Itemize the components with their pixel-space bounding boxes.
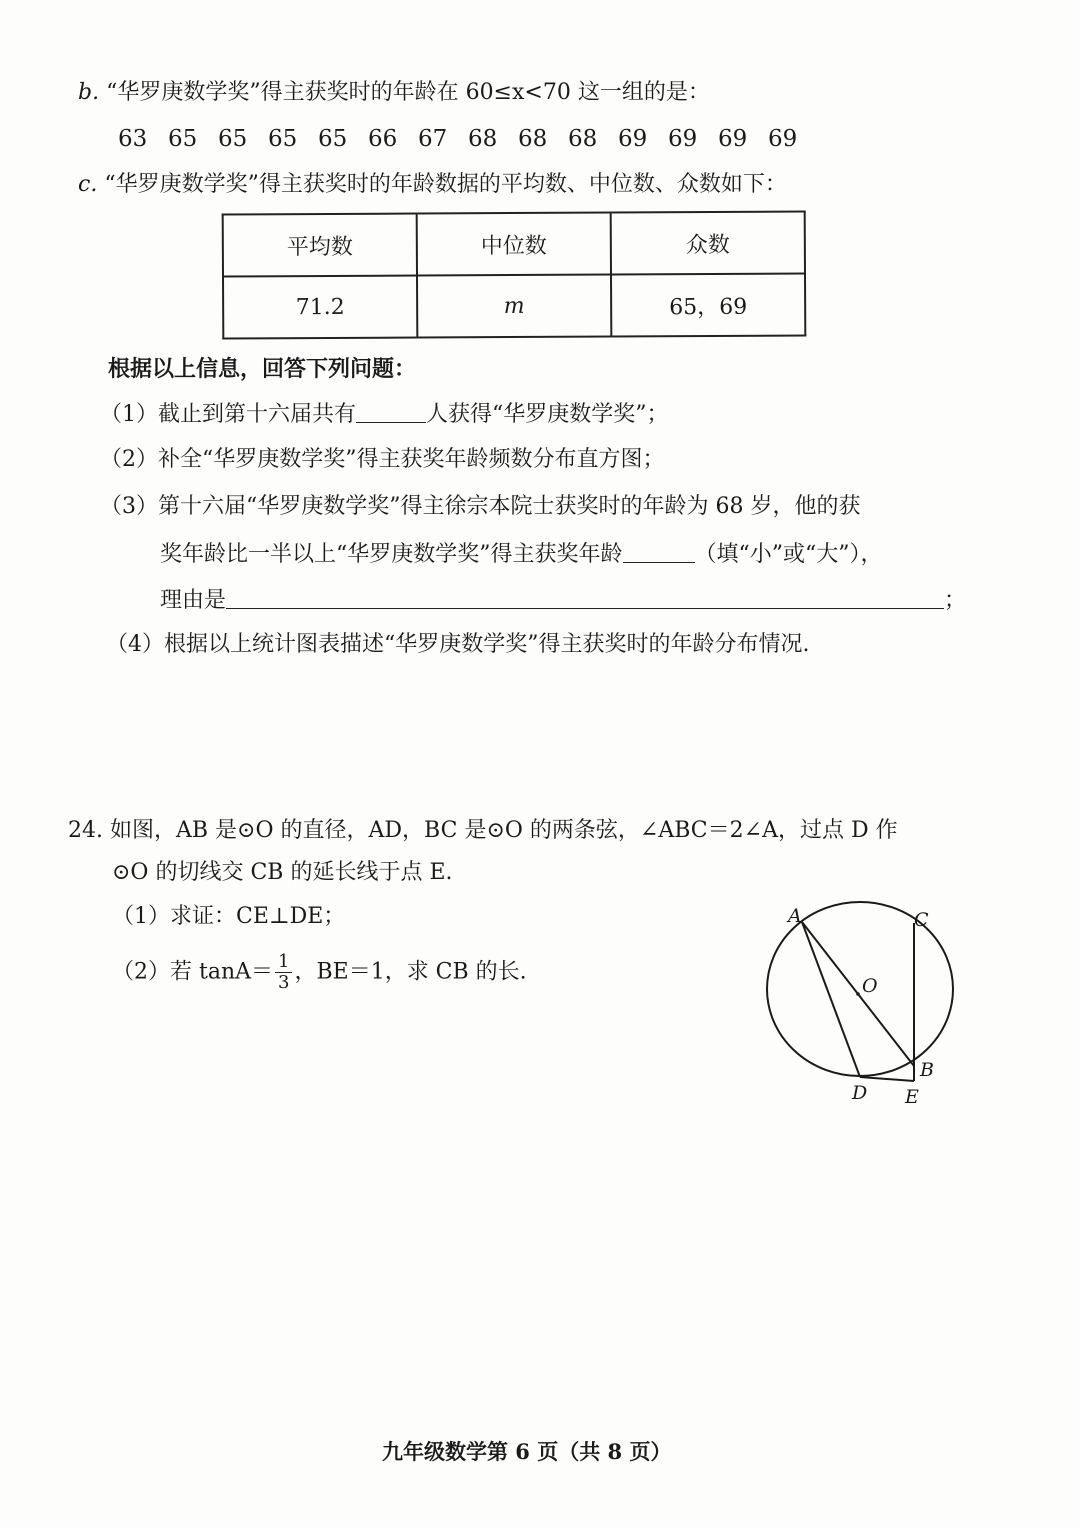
- label-e: E: [905, 1086, 919, 1108]
- age-value: 69: [768, 126, 798, 152]
- problem-24-part2: [112, 952, 527, 993]
- fraction-denominator: 3: [278, 972, 290, 993]
- age-value: 63: [118, 126, 148, 152]
- q3-blank-2: [226, 584, 944, 609]
- table-row: [223, 211, 805, 276]
- question-2: （2）补全“华罗庚数学奖”得主获奖年龄频数分布直方图；: [100, 447, 665, 472]
- chord-ad: [802, 922, 860, 1077]
- q1-text-b: 人获得“华罗庚数学奖”；: [426, 402, 669, 427]
- age-value: 65: [218, 126, 248, 152]
- header-mode: 众数: [611, 211, 805, 274]
- age-value: 65: [168, 126, 198, 152]
- label-d: D: [852, 1082, 868, 1104]
- header-median: 中位数: [417, 212, 611, 275]
- problem-24-line2: ⊙O 的切线交 CB 的延长线于点 E.: [112, 860, 453, 885]
- q3-text-a: 奖年龄比一半以上“华罗庚数学奖”得主获奖年龄: [160, 542, 623, 567]
- part2-text-b: ，BE＝1，求 CB 的长.: [294, 959, 527, 985]
- part-b-line: [78, 78, 710, 108]
- part-c-text: “华罗庚数学奖”得主获奖时的年龄数据的平均数、中位数、众数如下：: [104, 172, 787, 197]
- q1-text-a: （1）截止到第十六届共有: [100, 402, 356, 427]
- fraction-one-third: [275, 952, 292, 993]
- value-mode: 65，69: [611, 273, 805, 336]
- age-value: 69: [618, 126, 648, 152]
- part-c-label: c.: [78, 172, 98, 197]
- age-value: 67: [418, 126, 448, 152]
- page-footer: 九年级数学第 6 页（共 8 页）: [382, 1439, 672, 1464]
- age-value: 68: [468, 126, 498, 152]
- age-value: 65: [268, 126, 298, 152]
- header-mean: 平均数: [223, 214, 417, 277]
- q3-reason-label: 理由是: [160, 588, 227, 613]
- problem-24-number: 24.: [68, 818, 103, 843]
- label-c: C: [914, 909, 929, 931]
- value-median: m: [417, 274, 611, 337]
- questions-intro: 根据以上信息，回答下列问题：: [108, 356, 417, 382]
- question-3-line3: [160, 584, 966, 616]
- part-b-text: “华罗庚数学奖”得主获奖时的年龄在 60≤x<70 这一组的是：: [106, 80, 710, 105]
- stats-table: [222, 210, 807, 339]
- age-value: 69: [718, 126, 748, 152]
- problem-24-text1: 如图，AB 是⊙O 的直径，AD，BC 是⊙O 的两条弦，∠ABC＝2∠A，过点 D 作: [110, 818, 898, 843]
- q1-blank: [356, 398, 426, 423]
- part-b-label: b.: [78, 80, 100, 105]
- fraction-numerator: 1: [275, 952, 292, 973]
- problem-24-line1: [68, 816, 898, 846]
- age-value: 66: [368, 126, 398, 152]
- table-row: [223, 273, 805, 338]
- question-3-line1: （3）第十六届“华罗庚数学奖”得主徐宗本院士获奖时的年龄为 68 岁，他的获: [100, 494, 861, 519]
- value-mean: 71.2: [223, 276, 417, 339]
- age-value: 65: [318, 126, 348, 152]
- q3-end: ；: [944, 588, 967, 613]
- q3-blank-1: [623, 538, 695, 563]
- center-point: [856, 992, 860, 996]
- age-value: 68: [518, 126, 548, 152]
- question-1: [100, 398, 669, 430]
- part-c-line: [78, 170, 787, 200]
- problem-24-part1: （1）求证：CE⊥DE；: [112, 904, 346, 929]
- ages-row: [118, 126, 818, 152]
- question-3-line2: [160, 538, 883, 570]
- q3-text-b: （填“小”或“大”），: [694, 542, 883, 567]
- label-o: O: [862, 975, 878, 997]
- circle-figure: [750, 895, 1000, 1115]
- label-a: A: [788, 905, 802, 927]
- age-value: 69: [668, 126, 698, 152]
- tangent-de: [860, 1077, 914, 1081]
- question-4: （4）根据以上统计图表描述“华罗庚数学奖”得主获奖时的年龄分布情况.: [106, 632, 810, 657]
- age-value: 68: [568, 126, 598, 152]
- label-b: B: [920, 1059, 934, 1081]
- part2-text-a: （2）若 tanA＝: [112, 959, 274, 985]
